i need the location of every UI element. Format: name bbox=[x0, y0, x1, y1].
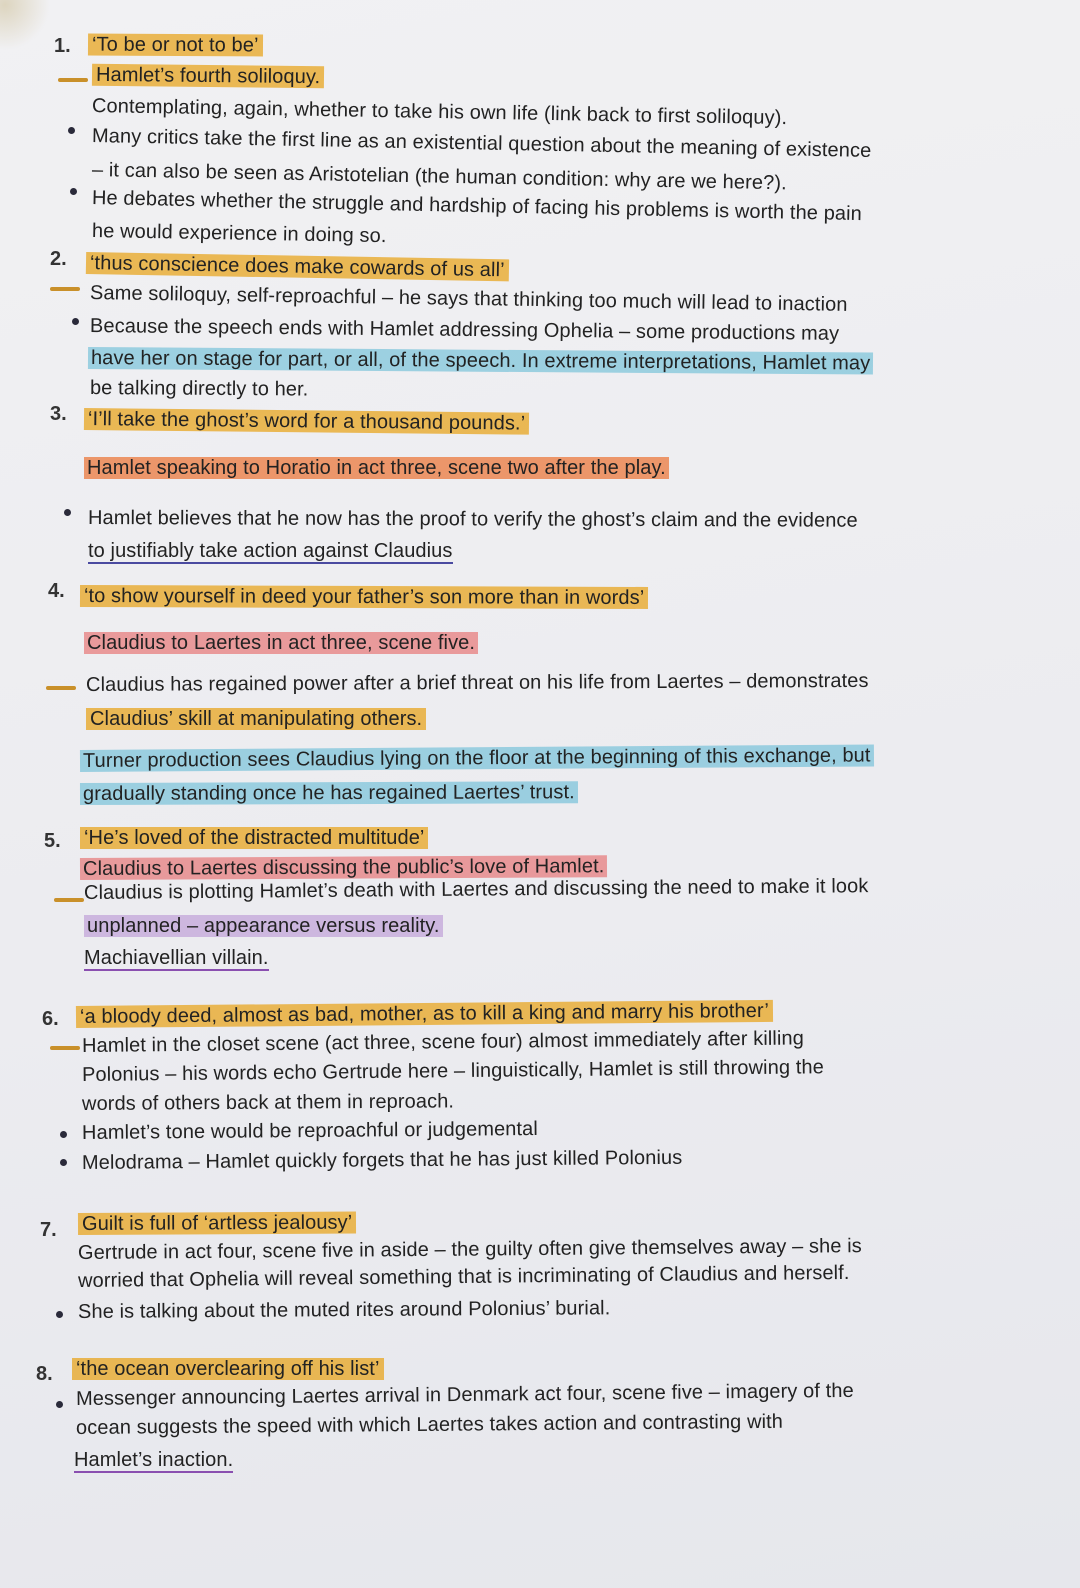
note-line: Same soliloquy, self-reproachful – he says that thinking too much will lead to inaction bbox=[89, 282, 848, 316]
item-number: 5. bbox=[44, 830, 61, 852]
note-line bbox=[80, 779, 578, 807]
bullet bbox=[68, 127, 75, 134]
quote bbox=[86, 250, 509, 283]
item-number: 3. bbox=[50, 403, 67, 425]
note-line: Melodrama – Hamlet quickly forgets that he has just killed Polonius bbox=[81, 1146, 683, 1174]
dash-marker bbox=[50, 287, 80, 291]
note-line bbox=[84, 945, 269, 971]
note-text: Hamlet’s fourth soliloquy. bbox=[92, 64, 324, 88]
item-number: 8. bbox=[36, 1363, 53, 1385]
note-line: He debates whether the struggle and hardship of facing his problems is worth the pain bbox=[91, 187, 863, 226]
note-line: Polonius – his words echo Gertrude here – linguistically, Hamlet is still throwing the bbox=[81, 1056, 824, 1086]
quote-text: Guilt is full of ‘artless jealousy’ bbox=[78, 1212, 356, 1235]
quote-text: ‘I’ll take the ghost’s word for a thousand pounds.’ bbox=[84, 408, 529, 435]
note-line bbox=[88, 538, 453, 564]
quote-text: ‘to show yourself in deed your father’s son more than in words’ bbox=[80, 585, 648, 609]
note-line bbox=[92, 62, 324, 90]
note-line: he would experience in doing so. bbox=[91, 220, 387, 248]
note-text: Claudius’ skill at manipulating others. bbox=[86, 708, 426, 730]
note-line: Claudius has regained power after a brief threat on his life from Laertes – demonstrates bbox=[85, 669, 869, 696]
quote bbox=[88, 32, 263, 59]
dash-marker bbox=[46, 686, 76, 690]
note-line bbox=[84, 913, 443, 939]
dash-marker bbox=[50, 1046, 80, 1050]
quote-text: ‘thus conscience does make cowards of us all’ bbox=[86, 252, 509, 281]
note-text: Turner production sees Claudius lying on the floor at the beginning of this exchange, but bbox=[80, 744, 874, 772]
note-line: Many critics take the first line as an existential question about the meaning of existence bbox=[91, 125, 872, 162]
quote bbox=[84, 406, 529, 437]
note-line: be talking directly to her. bbox=[89, 377, 309, 401]
note-text: gradually standing once he has regained Laertes’ trust. bbox=[80, 781, 578, 805]
note-line: Claudius is plotting Hamlet’s death with Laertes and discussing the need to make it look bbox=[83, 875, 869, 904]
note-line bbox=[84, 455, 669, 481]
quote bbox=[72, 1356, 384, 1382]
note-line: Hamlet’s tone would be reproachful or judgemental bbox=[81, 1118, 538, 1144]
item-number: 7. bbox=[40, 1219, 57, 1241]
note-text: Hamlet speaking to Horatio in act three, scene two after the play. bbox=[84, 457, 669, 479]
note-text: unplanned – appearance versus reality. bbox=[84, 915, 443, 937]
note-line: Because the speech ends with Hamlet addressing Ophelia – some productions may bbox=[89, 315, 840, 345]
note-text: Claudius to Laertes discussing the public’s love of Hamlet. bbox=[80, 855, 607, 880]
quote bbox=[78, 1210, 356, 1237]
note-line bbox=[80, 742, 874, 774]
note-text: have her on stage for part, or all, of the speech. In extreme interpretations, Hamlet may bbox=[88, 347, 873, 374]
note-line: Contemplating, again, whether to take his own life (link back to first soliloquy). bbox=[91, 95, 788, 130]
bullet bbox=[56, 1311, 63, 1318]
note-line: ocean suggests the speed with which Laertes takes action and contrasting with bbox=[75, 1410, 784, 1439]
note-line bbox=[86, 706, 426, 732]
item-number: 6. bbox=[42, 1008, 59, 1030]
note-line: Gertrude in act four, scene five in aside – the guilty often give themselves away – she is bbox=[77, 1235, 862, 1264]
note-line bbox=[84, 630, 478, 656]
note-line: Hamlet believes that he now has the proof to verify the ghost’s claim and the evidence bbox=[87, 507, 858, 532]
bullet bbox=[56, 1401, 63, 1408]
paper-corner-shadow bbox=[0, 0, 50, 50]
quote bbox=[80, 583, 648, 611]
item-number: 2. bbox=[50, 248, 67, 270]
quote-text: ‘He’s loved of the distracted multitude’ bbox=[80, 827, 428, 849]
note-text: Hamlet’s inaction. bbox=[74, 1449, 234, 1471]
note-line bbox=[74, 1447, 233, 1473]
note-line: words of others back at them in reproach. bbox=[81, 1090, 455, 1115]
quote-text: ‘To be or not to be’ bbox=[88, 34, 263, 57]
note-line bbox=[88, 345, 873, 376]
dash-marker bbox=[54, 898, 84, 902]
bullet bbox=[60, 1131, 67, 1138]
quote-text: ‘the ocean overclearing off his list’ bbox=[72, 1358, 384, 1380]
quote bbox=[76, 998, 773, 1030]
note-text: Claudius to Laertes in act three, scene five. bbox=[84, 632, 478, 654]
bullet bbox=[64, 509, 71, 516]
item-number: 1. bbox=[54, 35, 71, 57]
item-number: 4. bbox=[48, 580, 65, 602]
bullet bbox=[70, 188, 77, 195]
quote bbox=[80, 825, 428, 851]
dash-marker bbox=[58, 78, 88, 82]
note-line: Messenger announcing Laertes arrival in Denmark act four, scene five – imagery of the bbox=[75, 1379, 854, 1410]
note-line: worried that Ophelia will reveal something that is incriminating of Claudius and herself. bbox=[77, 1261, 850, 1292]
note-text: to justifiably take action against Claudius bbox=[88, 540, 453, 562]
bullet bbox=[72, 318, 79, 325]
note-line: Hamlet in the closet scene (act three, scene four) almost immediately after killing bbox=[81, 1027, 805, 1057]
note-text: Machiavellian villain. bbox=[84, 947, 269, 969]
quote-text: ‘a bloody deed, almost as bad, mother, as to kill a king and marry his brother’ bbox=[76, 1000, 773, 1028]
note-line: She is talking about the muted rites around Polonius’ burial. bbox=[77, 1297, 611, 1323]
note-line: – it can also be seen as Aristotelian (the human condition: why are we here?). bbox=[91, 159, 787, 195]
bullet bbox=[60, 1159, 67, 1166]
